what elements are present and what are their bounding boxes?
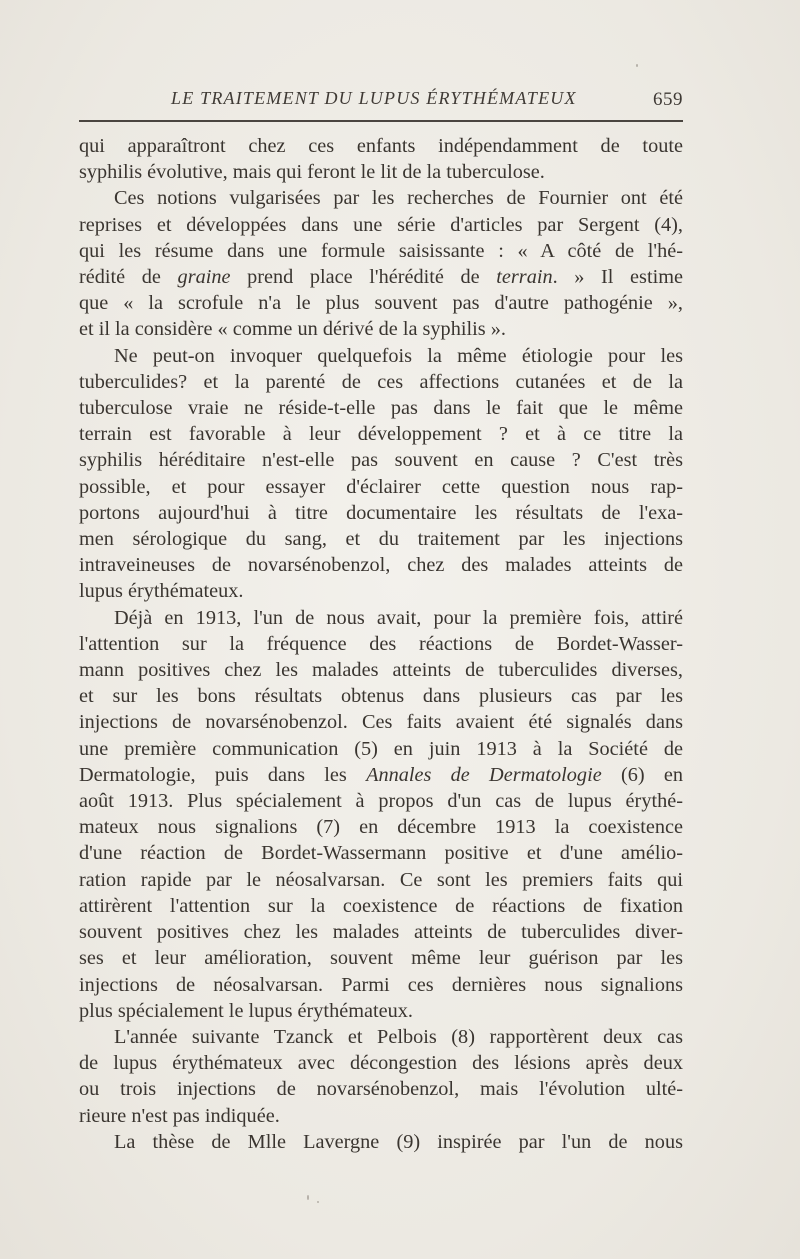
text-line: La thèse de Mlle Lavergne (9) inspirée par l'un de nous [114, 1130, 683, 1153]
paper-speck [317, 1201, 319, 1203]
text-line: souvent positives chez les malades atteints de tuberculides diver- [79, 921, 683, 944]
text-run: prend place l'hérédité de [230, 266, 497, 289]
text-line: qui apparaîtront chez ces enfants indépendamment de toute [79, 135, 683, 157]
text-line: L'année suivante Tzanck et Pelbois (8) rapportèrent deux cas [114, 1025, 683, 1048]
text-line: août 1913. Plus spécialement à propos d'un cas de lupus érythé- [79, 790, 683, 813]
paragraph [79, 1129, 683, 1155]
paper-speck [636, 64, 638, 67]
text-line: terrain est favorable à leur développement ? et à ce titre la [79, 423, 683, 446]
italic-term-graine: graine [177, 266, 231, 289]
text-run: Dermatologie, puis dans les [79, 763, 367, 786]
running-title: LE TRAITEMENT DU LUPUS ÉRYTHÉMATEUX [171, 88, 577, 108]
text-line: portons aujourd'hui à titre documentaire les résultats de l'exa- [79, 501, 683, 524]
text-line: que « la scrofule n'a le plus souvent pas d'autre pathogénie », [79, 292, 683, 315]
italic-journal-title: Annales de Dermatologie [366, 763, 602, 786]
text-line: syphilis évolutive, mais qui feront le lit de la tuberculose. [79, 161, 545, 184]
text-line: et il la considère « comme un dérivé de la syphilis ». [79, 318, 506, 341]
paragraph [79, 343, 683, 605]
text-line: lupus érythémateux. [79, 580, 244, 603]
text-line: possible, et pour essayer d'éclairer cette question nous rap- [79, 475, 683, 498]
text-line: plus spécialement le lupus érythémateux. [79, 999, 413, 1022]
body-text [79, 133, 683, 1155]
text-line: men sérologique du sang, et du traitement par les injections [79, 528, 683, 551]
text-run: (6) en [601, 763, 684, 786]
text-run: rédité de [79, 266, 178, 289]
text-line: syphilis héréditaire n'est-elle pas souvent en cause ? C'est très [79, 449, 683, 472]
page-header [79, 88, 683, 112]
text-line [79, 762, 683, 788]
text-line: de lupus érythémateux avec décongestion des lésions après deux [79, 1052, 683, 1075]
paragraph [79, 605, 683, 1024]
text-line: injections de néosalvarsan. Parmi ces dernières nous signalions [79, 973, 683, 996]
text-line: et sur les bons résultats obtenus dans plusieurs cas par les [79, 685, 683, 708]
paragraph [79, 1024, 683, 1129]
page-number: 659 [653, 89, 683, 110]
italic-term-terrain: terrain [496, 266, 553, 289]
text-line: Ces notions vulgarisées par les recherches de Fournier ont été [114, 187, 683, 210]
paragraph [79, 133, 683, 185]
text-line: intraveineuses de novarsénobenzol, chez des malades atteints de [79, 554, 683, 577]
text-line: tuberculides? et la parenté de ces affections cutanées et de la [79, 370, 683, 393]
text-line: ses et leur amélioration, souvent même leur guérison par les [79, 947, 683, 970]
text-run: . » Il estime [552, 266, 683, 289]
text-line: Ne peut-on invoquer quelquefois la même étiologie pour les [114, 344, 683, 367]
text-line: injections de novarsénobenzol. Ces faits avaient été signalés dans [79, 711, 683, 734]
text-line: reprises et développées dans une série d'articles par Sergent (4), [79, 213, 683, 236]
paragraph [79, 185, 683, 342]
header-rule [79, 120, 683, 122]
text-line: tuberculose vraie ne réside-t-elle pas dans le fait que le même [79, 397, 683, 420]
text-line [79, 264, 683, 290]
text-line: attirèrent l'attention sur la coexistence de réactions de fixation [79, 894, 683, 917]
text-line: rieure n'est pas indiquée. [79, 1104, 280, 1127]
text-line: ou trois injections de novarsénobenzol, mais l'évolution ulté- [79, 1078, 683, 1101]
paper-speck [307, 1195, 309, 1200]
text-line: qui les résume dans une formule saisissante : « A côté de l'hé- [79, 239, 683, 262]
text-line: d'une réaction de Bordet-Wassermann positive et d'une amélio- [79, 842, 683, 865]
text-line: Déjà en 1913, l'un de nous avait, pour la première fois, attiré [114, 606, 683, 629]
text-line: ration rapide par le néosalvarsan. Ce sont les premiers faits qui [79, 868, 683, 891]
text-line: mateux nous signalions (7) en décembre 1913 la coexistence [79, 816, 683, 839]
text-line: une première communication (5) en juin 1913 à la Société de [79, 737, 683, 760]
text-line: l'attention sur la fréquence des réactions de Bordet-Wasser- [79, 632, 683, 655]
text-line: mann positives chez les malades atteints de tuberculides diverses, [79, 659, 683, 682]
